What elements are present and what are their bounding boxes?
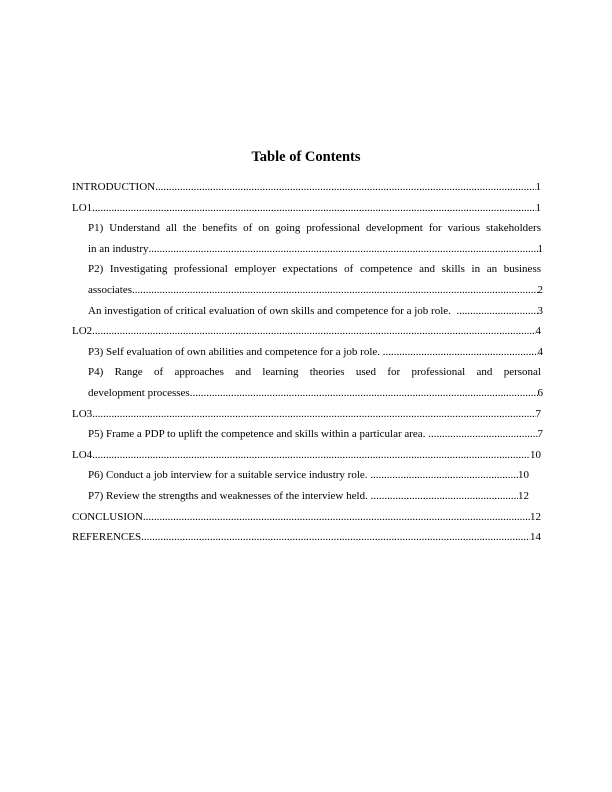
toc-entry-text: LO2 [72,325,93,338]
dot-leader [92,404,535,425]
toc-entry-text: P5) Frame a PDP to uplift the competence and skills within a particular area. [88,428,429,441]
toc-entry-introduction[interactable] [72,177,541,198]
toc-entry-text: REFERENCES [72,531,142,544]
dot-leader [143,507,530,528]
toc-title: Table of Contents [251,149,361,165]
dot-leader [190,383,538,404]
toc-page-number: 1 [537,242,543,255]
toc-page-number: 10 [518,469,529,482]
dot-leader [155,177,535,198]
toc-entry-text-line2: development processes [88,386,190,399]
toc-page-number: 12 [530,510,541,523]
dot-leader [135,280,538,301]
toc-entry-text: LO3 [72,407,93,420]
toc-entry-p5[interactable] [72,424,543,445]
toc-entry-text: CONCLUSION [72,510,143,523]
toc-entry-p6[interactable] [72,465,529,486]
toc-entry-text: P6) Conduct a job interview for a suitable service industry role. [88,469,371,482]
toc-entry-line2 [72,239,543,260]
toc-entry-p1[interactable] [72,218,541,259]
dot-leader [149,239,538,260]
toc-page-number: 7 [537,428,543,441]
toc-entry-text: INTRODUCTION [72,181,156,193]
toc-page-number: 4 [535,325,541,338]
toc-entry-p3[interactable] [72,342,543,363]
toc-page-number: 7 [535,407,541,420]
dot-leader [141,527,530,548]
dot-leader [456,301,537,322]
toc-entry-text: An investigation of critical evaluation of own skills and competence for a job role. [88,304,457,317]
dot-leader [92,321,535,342]
toc-entry-text-line1: P4) Range of approaches and learning theories used for professional and personal [88,366,541,379]
toc-entry-lo1[interactable] [72,198,541,219]
toc-page-number: 6 [537,386,543,399]
toc-entry-critical-evaluation[interactable] [72,301,543,322]
toc-page-number: 1 [535,201,541,214]
toc-entry-text: LO1 [72,201,93,214]
toc-entry-conclusion[interactable] [72,507,541,528]
toc-page-number: 1 [535,181,541,193]
toc-entry-line2 [72,280,543,301]
dot-leader [370,465,518,486]
dot-leader [92,198,535,219]
toc-entry-references[interactable] [72,527,541,548]
toc-entry-lo3[interactable] [72,404,541,425]
toc-entry-text-line2: associates. [88,283,135,296]
toc-page-number: 14 [530,531,541,544]
toc-entry-p4[interactable] [72,362,541,403]
dot-leader [92,445,530,466]
toc-page-number: 12 [518,489,529,502]
table-of-contents [72,177,541,548]
toc-entry-text: P3) Self evaluation of own abilities and competence for a job role. [88,345,383,358]
toc-page-number: 10 [530,448,541,461]
toc-page-number: 4 [537,345,543,358]
toc-page-number: 3 [537,304,543,317]
toc-entry-text: LO4 [72,448,93,461]
toc-entry-text-line2: in an industry [88,242,149,255]
toc-entry-p2[interactable] [72,259,541,300]
toc-page-number: 2 [537,283,543,296]
dot-leader [383,342,538,363]
dot-leader [428,424,537,445]
toc-entry-text-line1: P1) Understand all the benefits of on going professional development for various stakeholders [88,222,541,235]
toc-entry-lo4[interactable] [72,445,541,466]
toc-entry-p7[interactable] [72,486,529,507]
toc-entry-line2 [72,383,543,404]
toc-entry-text: P7) Review the strengths and weaknesses of the interview held. [88,489,371,502]
dot-leader [371,486,518,507]
toc-entry-text-line1: P2) Investigating professional employer expectations of competence and skills in an business [88,263,541,276]
toc-entry-lo2[interactable] [72,321,541,342]
